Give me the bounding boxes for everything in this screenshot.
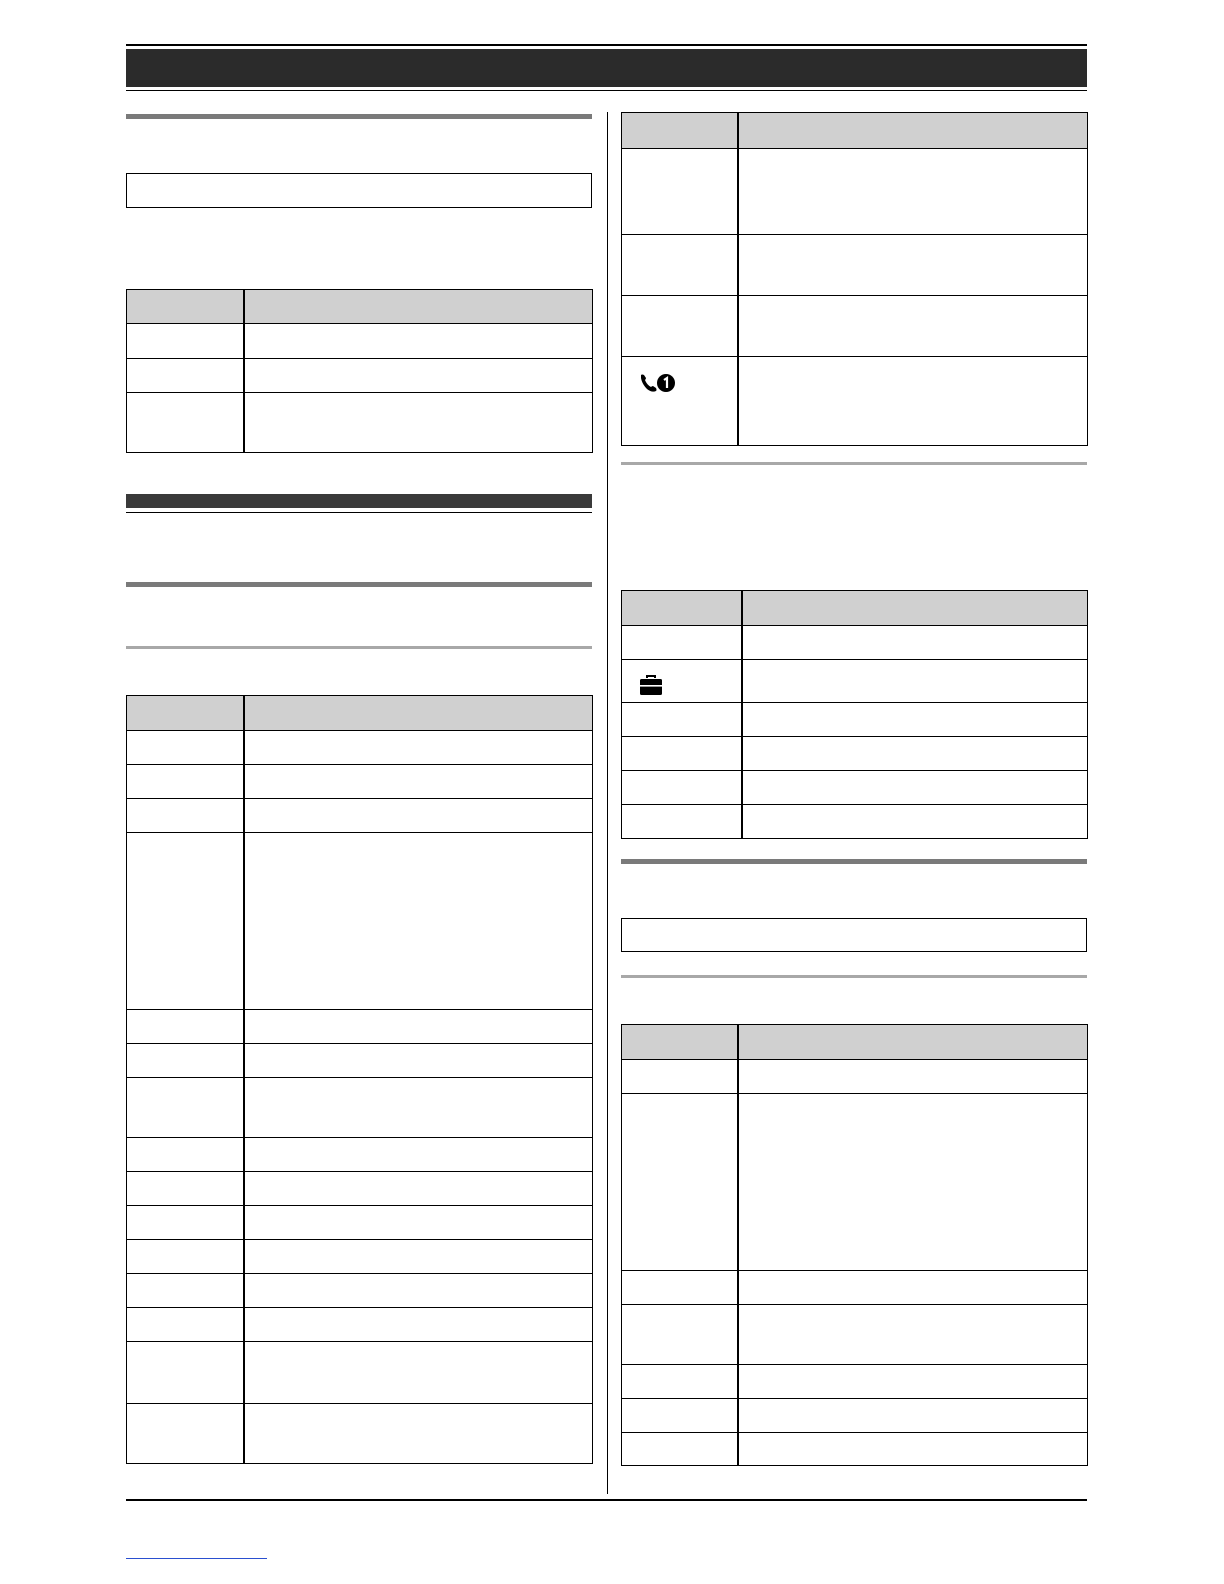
- header-top-rule: [126, 44, 1087, 46]
- table-row: [127, 393, 593, 453]
- table-cell: [622, 626, 742, 660]
- briefcase-icon: [638, 674, 664, 696]
- table-header-row: [127, 290, 593, 324]
- table-cell: [127, 1206, 244, 1240]
- table-cell: [622, 149, 738, 235]
- table-cell: [127, 1240, 244, 1274]
- table-cell: [244, 765, 593, 799]
- table-cell: [127, 1342, 244, 1404]
- table-cell: [127, 393, 244, 453]
- table-cell: [738, 1433, 1088, 1466]
- table-row: [622, 771, 1088, 805]
- left-section1-box-text: [127, 182, 135, 197]
- table-cell: [738, 235, 1088, 296]
- table-row: [127, 1342, 593, 1404]
- right-table-1: [621, 112, 1088, 446]
- left-section1-rule: [126, 114, 592, 119]
- table-row: [127, 1274, 593, 1308]
- table-header-cell: [738, 1025, 1088, 1060]
- table-row: [127, 799, 593, 833]
- table-row: [622, 1094, 1088, 1271]
- table-row: [127, 1172, 593, 1206]
- table-cell: [742, 737, 1088, 771]
- table-cell: [244, 799, 593, 833]
- table-row: [127, 324, 593, 359]
- table-row: [622, 703, 1088, 737]
- table-row: [127, 765, 593, 799]
- header-bottom-rule: [126, 90, 1087, 91]
- right-section5-rule: [621, 859, 1087, 864]
- table-row: [127, 1240, 593, 1274]
- table-row: [622, 1271, 1088, 1305]
- line-1-indicator-icon: [638, 371, 676, 395]
- table-cell: [244, 833, 593, 1010]
- table-cell: [622, 1433, 738, 1466]
- table-row: [622, 805, 1088, 839]
- table-cell: [127, 1010, 244, 1044]
- table-cell: [127, 1404, 244, 1464]
- table-cell: [244, 1240, 593, 1274]
- table-cell: [127, 324, 244, 359]
- table-row: [622, 1365, 1088, 1399]
- table-cell: [622, 1094, 738, 1271]
- table-header-cell: [622, 1025, 738, 1060]
- table-row: [127, 1010, 593, 1044]
- right-section5-box-text: [622, 927, 630, 942]
- right-table-2: [621, 590, 1088, 839]
- table-cell: [127, 1078, 244, 1138]
- table-cell: [622, 1305, 738, 1365]
- table-cell: [622, 1399, 738, 1433]
- table-cell: [127, 765, 244, 799]
- table-cell: [244, 1138, 593, 1172]
- table-cell: [244, 359, 593, 393]
- table-row: [622, 737, 1088, 771]
- table-cell: [622, 1365, 738, 1399]
- table-header-cell: [127, 696, 244, 731]
- table-row: [127, 359, 593, 393]
- right-table-3: [621, 1024, 1088, 1466]
- table-cell: [622, 296, 738, 357]
- table-row: [622, 1060, 1088, 1094]
- table-cell: [127, 731, 244, 765]
- left-dark-section-title: [126, 498, 132, 510]
- table-cell: [622, 660, 742, 703]
- table-header-cell: [244, 696, 593, 731]
- table-cell: [244, 324, 593, 359]
- left-section2-rule: [126, 582, 592, 587]
- right-section4-rule: [621, 462, 1087, 465]
- table-cell: [127, 799, 244, 833]
- table-cell: [244, 1308, 593, 1342]
- table-row: [622, 296, 1088, 357]
- table-cell: [244, 1342, 593, 1404]
- table-header-row: [622, 1025, 1088, 1060]
- table-row: [127, 731, 593, 765]
- table-row: [127, 1206, 593, 1240]
- left-section1-box: [126, 173, 592, 208]
- table-header-cell: [622, 113, 738, 149]
- table-cell: [244, 1404, 593, 1464]
- table-cell: [622, 703, 742, 737]
- table-cell: [738, 296, 1088, 357]
- right-section6-rule: [621, 975, 1087, 978]
- table-cell: [622, 235, 738, 296]
- footer-link-underline[interactable]: [126, 1558, 267, 1559]
- table-cell: [622, 805, 742, 839]
- table-row: [127, 1404, 593, 1464]
- right-section5-box: [621, 918, 1087, 952]
- table-header-row: [622, 591, 1088, 626]
- table-row: [622, 357, 1088, 446]
- table-cell: [738, 1060, 1088, 1094]
- left-dark-section-underline: [126, 512, 592, 513]
- table-header-cell: [738, 113, 1088, 149]
- table-row: [127, 1308, 593, 1342]
- table-cell: [622, 357, 738, 446]
- table-cell: [244, 1078, 593, 1138]
- table-row: [622, 1305, 1088, 1365]
- table-cell: [244, 1172, 593, 1206]
- table-cell: [622, 771, 742, 805]
- table-row: [127, 833, 593, 1010]
- footer-rule: [126, 1499, 1087, 1501]
- table-cell: [738, 1399, 1088, 1433]
- table-cell: [244, 1044, 593, 1078]
- table-row: [622, 660, 1088, 703]
- header-bar: [126, 49, 1087, 87]
- table-cell: [738, 1305, 1088, 1365]
- table-header-cell: [622, 591, 742, 626]
- table-row: [127, 1138, 593, 1172]
- table-header-cell: [244, 290, 593, 324]
- left-section3-rule: [126, 646, 592, 649]
- table-cell: [738, 1365, 1088, 1399]
- table-row: [622, 1399, 1088, 1433]
- table-cell: [127, 1138, 244, 1172]
- table-cell: [742, 703, 1088, 737]
- table-header-cell: [127, 290, 244, 324]
- table-cell: [127, 1172, 244, 1206]
- table-row: [127, 1044, 593, 1078]
- table-cell: [742, 660, 1088, 703]
- table-row: [622, 1433, 1088, 1466]
- table-row: [127, 1078, 593, 1138]
- table-cell: [244, 1274, 593, 1308]
- table-cell: [622, 1060, 738, 1094]
- table-row: [622, 235, 1088, 296]
- table-cell: [738, 1271, 1088, 1305]
- table-cell: [738, 357, 1088, 446]
- table-cell: [244, 731, 593, 765]
- table-cell: [742, 805, 1088, 839]
- table-row: [622, 626, 1088, 660]
- header-title: [126, 59, 136, 76]
- table-header-row: [622, 113, 1088, 149]
- table-cell: [127, 1274, 244, 1308]
- table-row: [622, 149, 1088, 235]
- table-cell: [622, 737, 742, 771]
- left-dark-section-band: [126, 494, 592, 508]
- table-header-cell: [742, 591, 1088, 626]
- table-cell: [244, 1206, 593, 1240]
- table-cell: [127, 1308, 244, 1342]
- table-cell: [738, 149, 1088, 235]
- table-cell: [742, 626, 1088, 660]
- table-cell: [742, 771, 1088, 805]
- table-header-row: [127, 696, 593, 731]
- table-cell: [244, 393, 593, 453]
- table-cell: [622, 1271, 738, 1305]
- column-divider: [607, 112, 608, 1494]
- table-cell: [127, 833, 244, 1010]
- left-table-2: [126, 695, 593, 1464]
- table-cell: [244, 1010, 593, 1044]
- table-cell: [738, 1094, 1088, 1271]
- table-cell: [127, 359, 244, 393]
- left-table-1: [126, 289, 593, 453]
- table-cell: [127, 1044, 244, 1078]
